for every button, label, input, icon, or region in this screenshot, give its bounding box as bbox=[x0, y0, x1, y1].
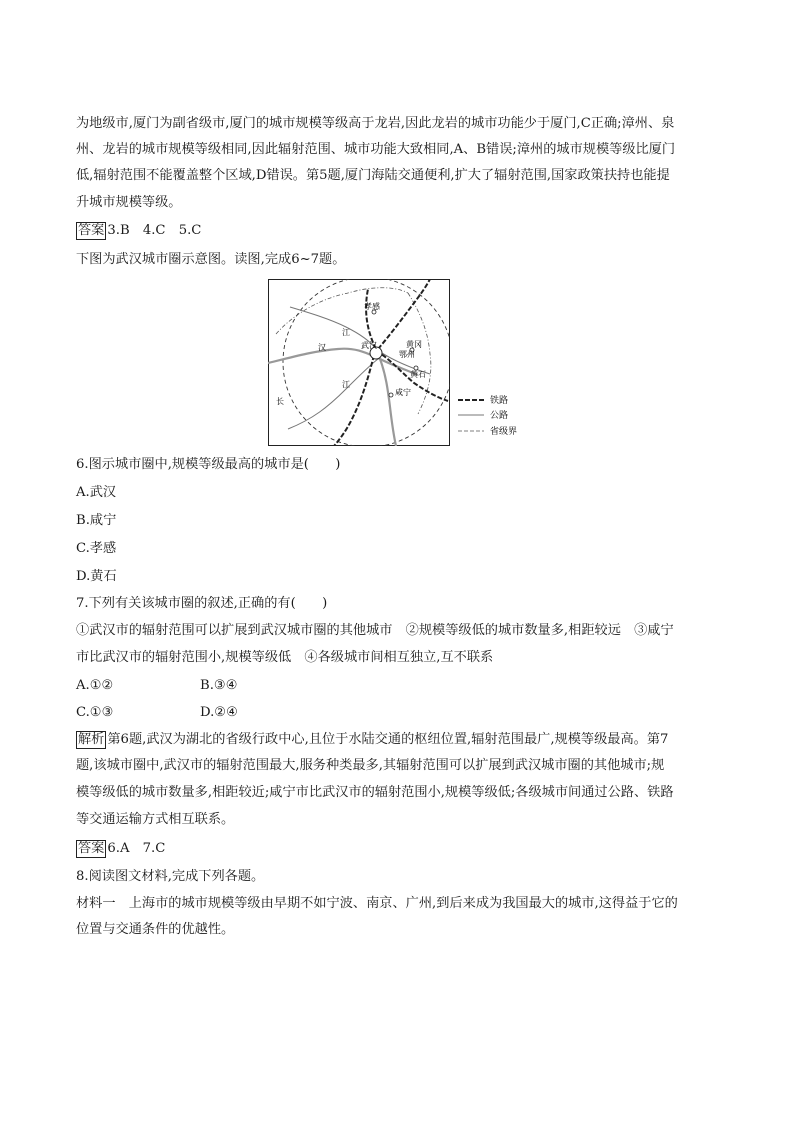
analysis-text: 第6题,武汉为湖北的省级行政中心,且位于水陆交通的枢纽位置,辐射范围最广,规模等级最高。第7 bbox=[107, 732, 669, 747]
question-7-stem: 7.下列有关该城市圈的叙述,正确的有( ) bbox=[76, 596, 328, 611]
option-b: B.咸宁 bbox=[76, 513, 117, 528]
map-label: 武汉 bbox=[361, 341, 377, 350]
question-7-statements: ①武汉市的辐射范围可以扩展到武汉城市圈的其他城市 ②规模等级低的城市数量多,相距较远 ③咸宁 bbox=[76, 623, 674, 638]
map-label: 黄冈 bbox=[406, 340, 422, 349]
legend-label: 省级界 bbox=[490, 427, 518, 437]
analysis-tag: 解析 bbox=[78, 732, 105, 747]
option-b: B.③④ bbox=[200, 678, 238, 693]
map-label: 鄂州 bbox=[399, 350, 415, 359]
map-label: 江 bbox=[342, 380, 350, 389]
map-label: 汉 bbox=[318, 343, 326, 352]
map-label: 孝感 bbox=[364, 302, 380, 311]
wuhan-city-circle-map bbox=[268, 279, 450, 446]
analysis-line: 模等级低的城市数量多,相距较近;咸宁市比武汉市的辐射范围小,规模等级低;各级城市间通过公路、铁路 bbox=[76, 785, 674, 800]
question-6-stem: 6.图示城市圈中,规模等级最高的城市是( ) bbox=[76, 457, 341, 472]
option-a: A.武汉 bbox=[76, 485, 117, 500]
option-c: C.孝感 bbox=[76, 541, 117, 556]
legend-label: 铁路 bbox=[490, 396, 509, 406]
map-label: 咸宁 bbox=[395, 388, 411, 397]
paragraph-line: 升城市规模等级。 bbox=[76, 195, 182, 210]
answer-text: 6.A 7.C bbox=[107, 841, 166, 856]
answer-tag: 答案 bbox=[78, 841, 105, 856]
option-a: A.①② bbox=[76, 678, 114, 693]
answer-line-1 bbox=[76, 221, 726, 241]
paragraph-line: 低,辐射范围不能覆盖整个区域,D错误。第5题,厦门海陆交通便利,扩大了辐射范围,国家政策扶持也能提 bbox=[76, 168, 670, 183]
analysis-line: 题,该城市圈中,武汉市的辐射范围最大,服务种类最多,其辐射范围可以扩展到武汉城市圈的其他城市;规 bbox=[76, 758, 665, 773]
material-line: 位置与交通条件的优越性。 bbox=[76, 922, 235, 937]
option-d: D.黄石 bbox=[76, 569, 117, 584]
option-d: D.②④ bbox=[200, 705, 238, 720]
map-intro: 下图为武汉城市圈示意图。读图,完成6~7题。 bbox=[76, 252, 346, 267]
question-8-stem: 8.阅读图文材料,完成下列各题。 bbox=[76, 869, 265, 884]
map-frame bbox=[269, 280, 450, 446]
legend-label: 公路 bbox=[490, 411, 509, 421]
answer-text: 3.B 4.C 5.C bbox=[107, 223, 202, 238]
answer-tag: 答案 bbox=[78, 223, 105, 238]
map-label: 长 bbox=[276, 397, 284, 406]
material-line: 材料一 上海市的城市规模等级由早期不如宁波、南京、广州,到后来成为我国最大的城市,这得益于它的 bbox=[76, 896, 678, 911]
answer-line-2 bbox=[76, 839, 726, 859]
paragraph-line: 为地级市,厦门为副省级市,厦门的城市规模等级高于龙岩,因此龙岩的城市功能少于厦门,C正确;漳州、泉 bbox=[76, 116, 675, 131]
question-7-statements: 市比武汉市的辐射范围小,规模等级低 ④各级城市间相互独立,互不联系 bbox=[76, 650, 494, 665]
option-c: C.①③ bbox=[76, 705, 114, 720]
analysis-line: 等交通运输方式相互联系。 bbox=[76, 812, 235, 827]
map-label: 黄石 bbox=[410, 370, 426, 379]
paragraph-line: 州、龙岩的城市规模等级相同,因此辐射范围、城市功能大致相同,A、B错误;漳州的城市规模等级比厦门 bbox=[76, 142, 676, 157]
map-label: 江 bbox=[342, 328, 350, 337]
map-legend bbox=[456, 393, 536, 443]
city-marker bbox=[389, 393, 393, 397]
analysis-line bbox=[76, 730, 726, 750]
